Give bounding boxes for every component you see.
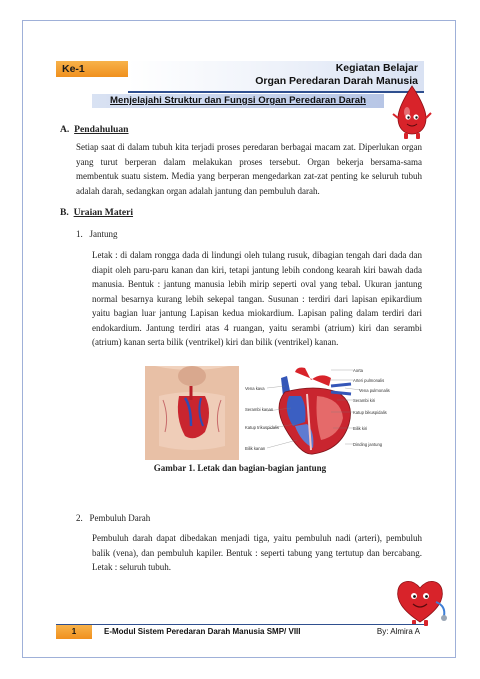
label-bilik-kiri: Bilik kiri [353, 426, 368, 431]
item-blood-vessel-heading [76, 513, 150, 523]
heart-anatomy-figure [145, 366, 391, 460]
label-serambi-kiri: Serambi kiri [353, 398, 376, 403]
item-blood-vessel-name: Pembuluh Darah [89, 513, 151, 523]
section-a-label: Pendahuluan [74, 124, 129, 135]
label-katup-bikuspidalis: Katup bikuspidalis [353, 410, 387, 415]
label-bilik-kanan: Bilik kanan [245, 446, 266, 451]
label-serambi-kanan: Serambi kanan [245, 407, 274, 412]
blood-drop-mascot-icon [392, 84, 432, 140]
header-activity-label: Kegiatan Belajar [335, 62, 418, 74]
header-topic: Organ Peredaran Darah Manusia [255, 75, 418, 87]
label-aorta: Aorta [353, 368, 364, 373]
heart-paragraph: Letak : di dalam rongga dada di lindungi oleh tulang rusuk, dibagian tengah dari dada dan diapit oleh paru-paru kanan dan kiri, tetapi jantung lebih condong kearah kiri bawah dada manusia. Bentuk : jantung manusia lebih mirip seperti oval yang tebal. Ukuran jantung normal besarnya kurang lebih sekepal tangan. Susunan : terdiri dari lapisan epikardium yaitu bagian luar jantung Lapisan kedua miokardium. Lapisan paling dalam terdiri dari endokardium. Jantung terdiri atas 4 ruangan, yaitu serambi (atrium) kiri dan serambi (atrium) kanan serta bilik (ventrikel) kiri dan bilik (ventrikel) kanan. [92, 250, 422, 347]
item-heart-heading [76, 229, 118, 239]
page-footer [56, 624, 424, 639]
figure-caption: Gambar 1. Letak dan bagian-bagian jantung [153, 463, 327, 473]
torso-heart-position-image [145, 366, 239, 460]
item-heart-number: 1. [76, 229, 83, 239]
section-b-heading [60, 207, 133, 218]
header-bar [128, 61, 424, 93]
label-katup-trikuspidalis: Katup trikuspidalis [245, 425, 279, 430]
label-arteri-pulmonalis: Arteri pulmonalis [353, 378, 385, 383]
page-title: Menjelajahi Struktur dan Fungsi Organ Peredaran Darah [92, 94, 384, 108]
section-b-letter: B. [60, 207, 69, 218]
heart-mascot-icon [392, 572, 448, 628]
item-heart-name: Jantung [89, 229, 118, 239]
footer-module-title: E-Modul Sistem Peredaran Darah Manusia SMP/ VIII [104, 627, 301, 636]
blood-vessel-paragraph: Pembuluh darah dapat dibedakan menjadi tiga, yaitu pembuluh nadi (arteri), pembuluh balik (vena), dan pembuluh kapiler. Bentuk : seperti tabung yang tertutup dan bercabang. Letak : seluruh tubuh. [92, 533, 422, 572]
section-b-label: Uraian Materi [73, 207, 134, 218]
label-dinding-jantung: Dinding jantung [353, 442, 383, 447]
item-blood-vessel-number: 2. [76, 513, 83, 523]
section-a-letter: A. [60, 124, 70, 135]
activity-number-badge: Ke-1 [56, 61, 128, 77]
page-number: 1 [56, 625, 92, 639]
intro-paragraph: Setiap saat di dalam tubuh kita terjadi proses peredaran berbagai macam zat. Diperlukan organ yang turut berperan dalam melakukan proses tersebut. Organ bekerja bersama-sama membentuk suatu sistem. Media yang berperan mengedarkan zat-zat penting ke seluruh tubuh adalah darah, sedangkan organ adalah jantung dan pembuluh darah. [76, 142, 422, 196]
section-a-heading [60, 124, 129, 135]
heart-cross-section-diagram [245, 366, 391, 460]
footer-author: By: Almira A [376, 627, 420, 636]
label-vena-kava: Vena kava [245, 386, 265, 391]
label-vena-pulmonalis: Vena pulmonalis [359, 388, 390, 393]
